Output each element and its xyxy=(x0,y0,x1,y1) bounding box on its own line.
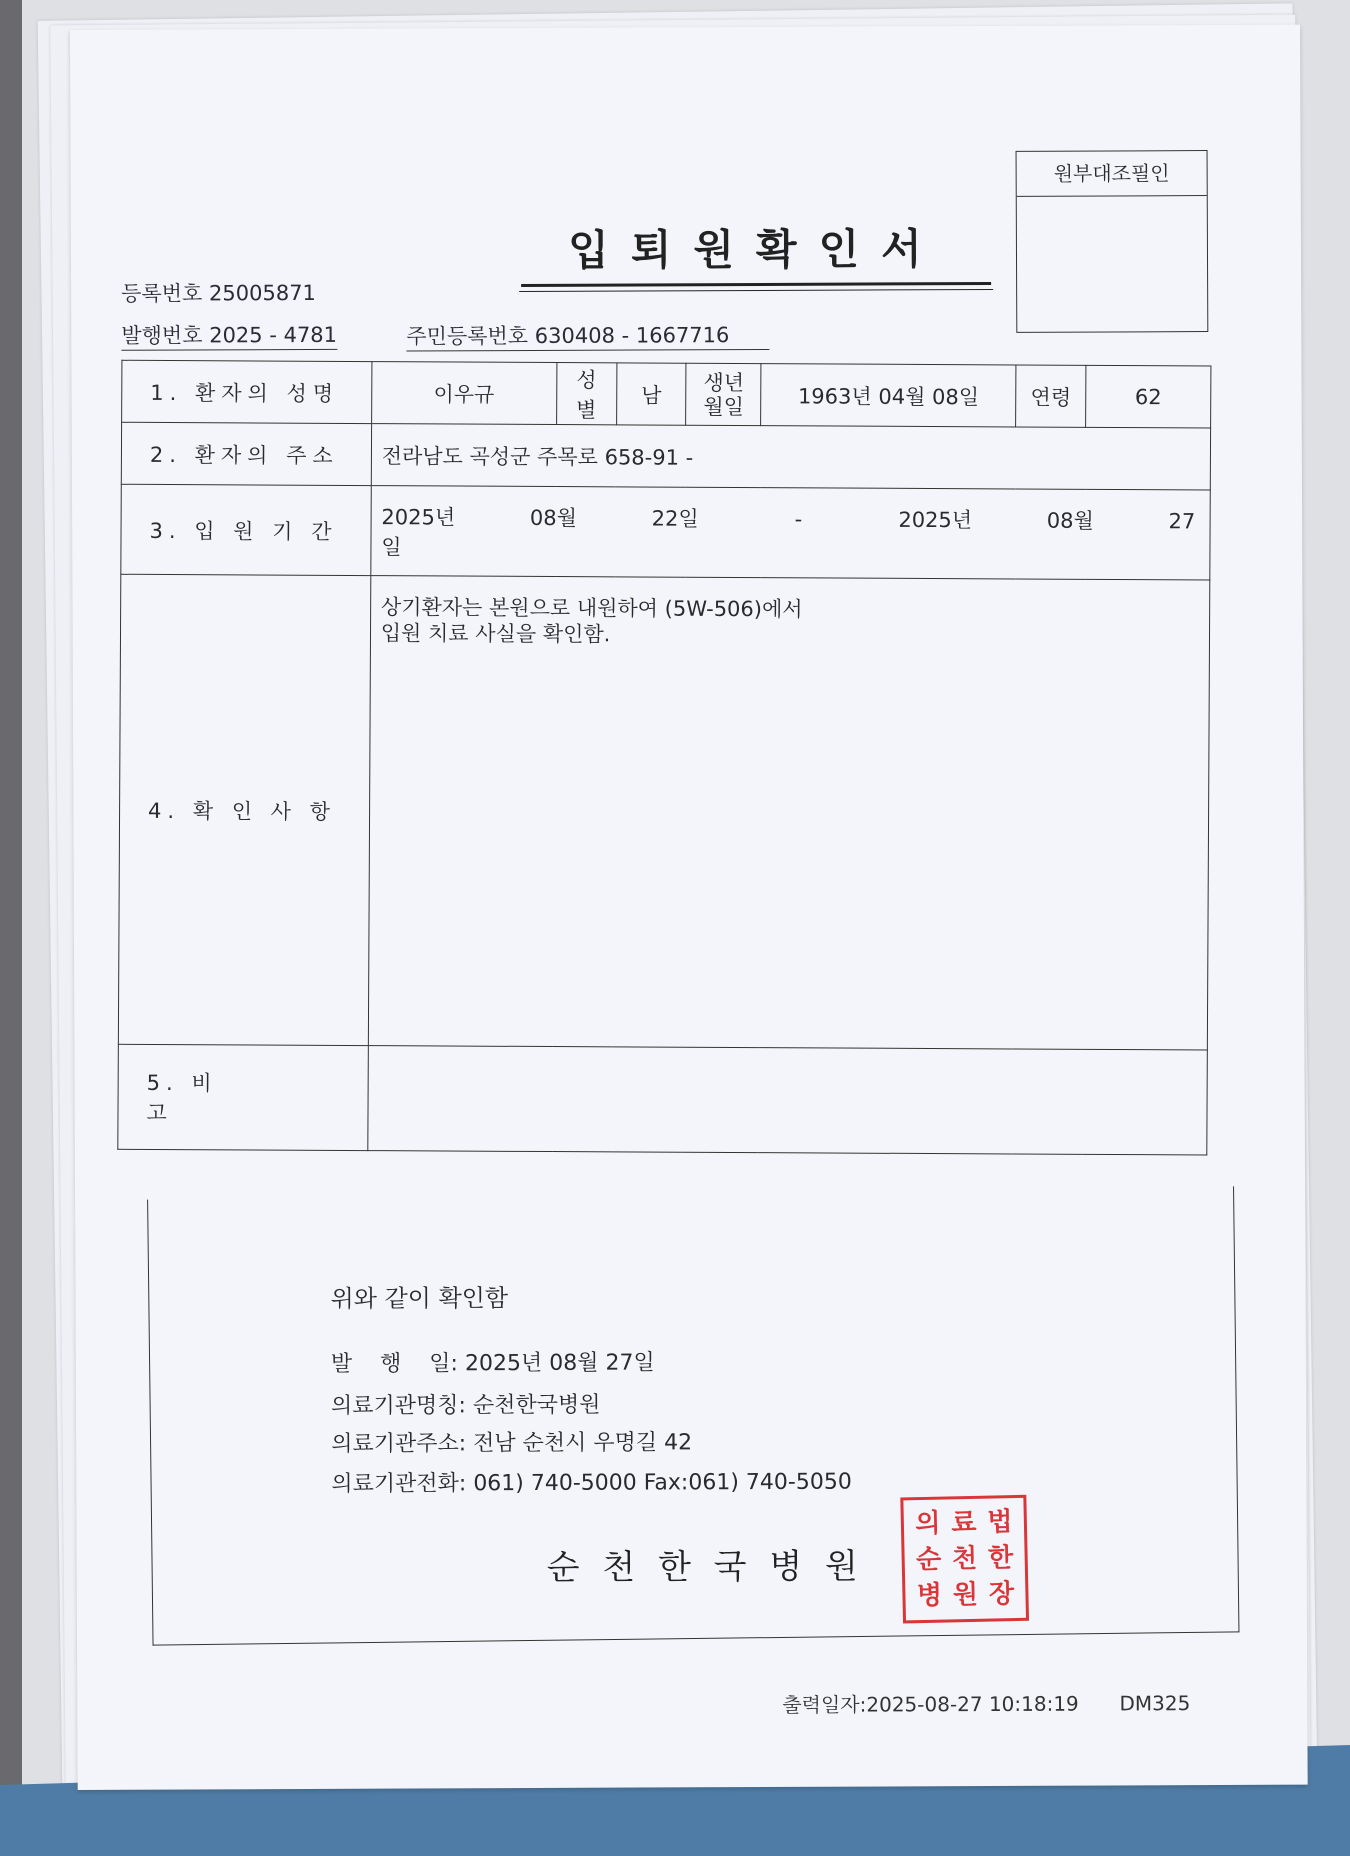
print-date-label: 출력일자: xyxy=(782,1692,867,1717)
age-value: 62 xyxy=(1086,365,1211,428)
print-date-value: 2025-08-27 10:18:19 xyxy=(866,1691,1079,1717)
row-address xyxy=(121,422,1210,490)
row-remarks xyxy=(118,1044,1208,1155)
resident-number xyxy=(406,319,769,351)
confirmation-line-2: 입원 치료 사실을 확인함. xyxy=(380,621,611,647)
remarks-label-a: 5. 비 xyxy=(146,1070,218,1096)
start-month: 08월 xyxy=(529,505,577,530)
end-year: 2025년 xyxy=(898,507,973,532)
sex-label: 성별 xyxy=(556,363,616,425)
original-verification-label: 원부대조필인 xyxy=(1017,151,1207,197)
start-day: 22일 xyxy=(651,506,699,531)
birth-label xyxy=(686,363,761,425)
patient-info-table xyxy=(117,360,1211,1156)
document-page xyxy=(70,25,1308,1790)
row-admission-period xyxy=(121,484,1210,580)
document-code: DM325 xyxy=(1119,1691,1191,1716)
address-value: 전라남도 곡성군 주목로 658-91 - xyxy=(371,424,1211,490)
title-underline-2 xyxy=(519,289,993,292)
admission-period-value xyxy=(371,486,1211,580)
remarks-label-b: 고 xyxy=(146,1100,173,1126)
institution-address-label: 의료기관주소: xyxy=(331,1431,467,1457)
institution-address-line xyxy=(331,1425,692,1458)
sex-value: 남 xyxy=(616,363,686,425)
seal-char: 법 xyxy=(986,1507,1013,1538)
seal-char: 의 xyxy=(915,1508,941,1540)
print-timestamp xyxy=(782,1687,1190,1718)
issue-number xyxy=(121,319,337,350)
confirmation-text xyxy=(368,576,1210,1050)
resident-number-text xyxy=(406,323,769,352)
registration-number xyxy=(121,277,316,308)
age-label: 연령 xyxy=(1016,365,1086,427)
institution-name-line xyxy=(331,1388,601,1420)
start-year: 2025년 xyxy=(381,504,456,530)
institution-phone-value: 061) 740-5000 Fax:061) 740-5050 xyxy=(473,1469,852,1497)
hospital-seal xyxy=(900,1495,1029,1624)
issue-label: 발행번호 xyxy=(121,323,203,348)
seal-grid xyxy=(910,1504,1020,1614)
row-patient-name xyxy=(122,360,1211,428)
admission-period-label: 3. 입 원 기 간 xyxy=(121,484,371,575)
resident-label: 주민등록번호 xyxy=(406,324,529,349)
address-label: 2. 환자의 주소 xyxy=(121,422,371,485)
remarks-label xyxy=(118,1044,368,1150)
seal-char: 한 xyxy=(987,1543,1014,1574)
issue-date-line xyxy=(331,1345,655,1377)
birth-label-2: 월일 xyxy=(703,394,745,419)
seal-char: 병 xyxy=(916,1580,943,1612)
registration-label: 등록번호 xyxy=(121,281,203,306)
seal-char: 원 xyxy=(952,1579,979,1611)
period-dash: - xyxy=(794,506,803,531)
seal-char: 장 xyxy=(988,1579,1015,1610)
confirmation-line-1: 상기환자는 본원으로 내원하여 (5W-506)에서 xyxy=(380,595,803,622)
birth-label-1: 생년 xyxy=(703,370,745,395)
seal-char: 료 xyxy=(951,1507,977,1539)
resident-value: 630408 - 1667716 xyxy=(534,323,730,348)
original-verification-box xyxy=(1016,150,1209,333)
issue-date-value: 2025년 08월 27일 xyxy=(464,1350,655,1377)
patient-name: 이우규 xyxy=(371,362,556,425)
institution-phone-label: 의료기관전화: xyxy=(331,1471,467,1497)
institution-phone-line xyxy=(331,1465,852,1498)
issue-value: 2025 - 4781 xyxy=(209,322,338,348)
institution-name-label: 의료기관명칭: xyxy=(330,1393,466,1419)
registration-value: 25005871 xyxy=(208,280,316,306)
seal-char: 천 xyxy=(951,1543,978,1575)
row-confirmation xyxy=(118,574,1209,1050)
end-day: 27일 xyxy=(381,508,1196,559)
document-title: 입퇴원확인서 xyxy=(568,224,944,275)
confirmation-label: 4. 확 인 사 항 xyxy=(118,574,370,1045)
seal-char: 순 xyxy=(915,1544,942,1576)
patient-name-label: 1. 환자의 성명 xyxy=(122,360,372,423)
institution-address-value: 전남 순천시 우명길 42 xyxy=(473,1430,693,1457)
hospital-name-signature: 순 천 한 국 병 원 xyxy=(546,1546,864,1588)
birth-date: 1963년 04월 08일 xyxy=(761,364,1016,427)
confirm-statement: 위와 같이 확인함 xyxy=(330,1284,509,1313)
issue-date-label: 발 행 일: xyxy=(330,1351,459,1377)
background-edge xyxy=(0,0,22,1856)
issue-number-text xyxy=(121,323,337,351)
end-month: 08월 xyxy=(1046,508,1094,533)
title-underline xyxy=(521,282,991,287)
remarks-value xyxy=(368,1046,1208,1155)
institution-name-value: 순천한국병원 xyxy=(472,1392,601,1419)
